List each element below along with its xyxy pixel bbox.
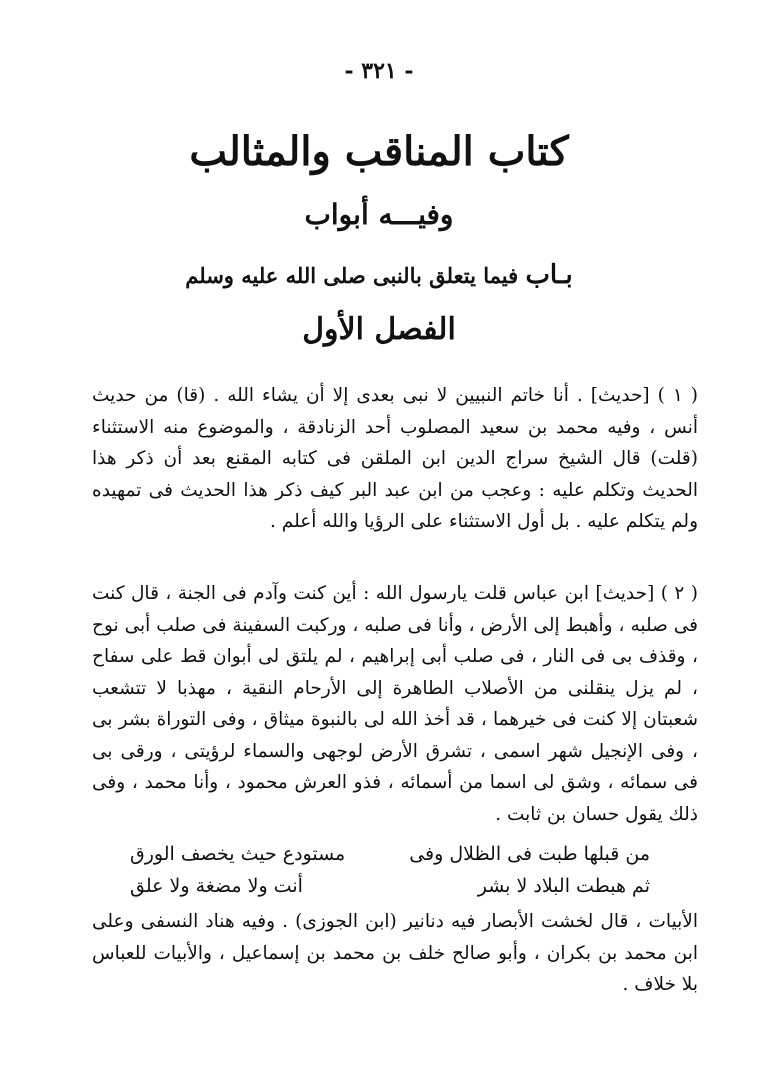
poem-verses	[130, 838, 650, 902]
subtitle: وفيـــه أبواب	[304, 198, 454, 231]
paragraph-commentary: الأبيات ، قال لخشت الأبصار فيه دنانير (ابن الجوزى) . وفيه هناد النسفى وعلى ابن محمد بن بكران ، وأبو صالح خلف بن محمد بن إسماعيل ، والأبيات للعباس بلا خلاف .	[92, 911, 698, 995]
verse-line	[130, 870, 650, 902]
verse-hemistich-first: ثم هبطت البلاد لا بشر	[477, 875, 650, 897]
chapter-lead: بـاب	[525, 260, 573, 290]
page-number: - ٣٢١ -	[344, 58, 414, 84]
verse-hemistich-second: مستودع حيث يخصف الورق	[130, 843, 346, 865]
chapter-text: فيما يتعلق بالنبى صلى الله عليه وسلم	[185, 263, 519, 288]
verse-line	[130, 838, 650, 870]
paragraph-hadith-1: ( ١ ) [حديث] . أنا خاتم النبيين لا نبى بعدى إلا أن يشاء الله . (قا) من حديث أنس ، وفيه محمد بن سعيد المصلوب أحد الزنادقة ، والموضوع منه الاستثناء (قلت) قال الشيخ سراج الدين ابن الملقن فى كتابه المقنع بعد أن ذكر هذا الحديث وتكلم عليه : وعجب من ابن عبد البر كيف ذكر هذا الحديث فى تمهيده ولم يتكلم عليه . بل أول الاستثناء على الرؤيا والله أعلم .	[92, 385, 698, 532]
verse-hemistich-first: من قبلها طبت فى الظلال وفى	[409, 843, 650, 865]
paragraph-hadith-2: ( ٢ ) [حديث] ابن عباس قلت يارسول الله : أين كنت وآدم فى الجنة ، قال كنت فى صلبه ، وأهبط إلى الأرض ، وأنا فى صلبه ، وركبت السفينة فى صلب أبى نوح ، وقذف بى فى النار ، فى صلب أبى إبراهيم ، لم يلتق لى أبوان قط على سفاح ، لم يزل ينقلنى من الأصلاب الطاهرة إلى الأرحام النقية ، مهذبا لا تتشعب شعبتان إلا كنت فى خيرهما ، قد أخذ الله لى بالنبوة ميثاق ، وفى التوراة بشر بى ، وفى الإنجيل شهر اسمى ، تشرق الأرض لوجهى والسماء لرؤيتى ، ورقى بى فى سمائه ، وشق لى اسما من أسمائه ، فذو العرش محمود ، وأنا محمد ، وفى ذلك يقول حسان بن ثابت .	[92, 583, 698, 825]
verse-hemistich-second: أنت ولا مضغة ولا علق	[130, 875, 303, 897]
chapter-heading	[0, 260, 758, 290]
book-title: كتاب المناقب والمثالب	[189, 128, 569, 175]
section-title: الفصل الأول	[302, 312, 456, 347]
